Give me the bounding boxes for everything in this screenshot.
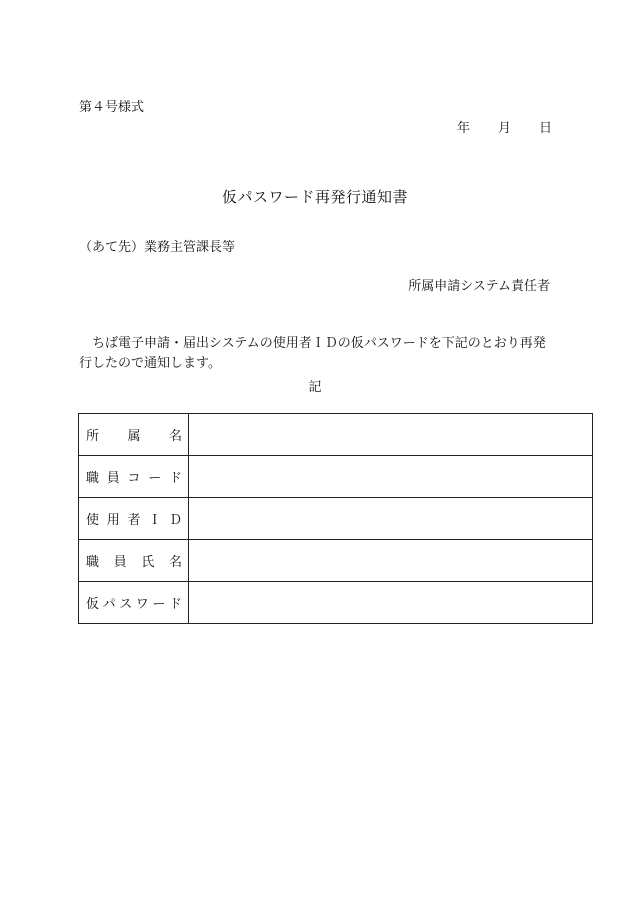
date-month: 月	[498, 121, 512, 136]
label-char: コ	[127, 471, 141, 486]
sender: 所属申請システム責任者	[408, 279, 550, 294]
row-label-text	[79, 509, 188, 528]
row-label	[79, 456, 189, 498]
label-char: 者	[127, 513, 141, 528]
row-value[interactable]	[189, 414, 593, 456]
row-label-text	[79, 467, 188, 486]
label-char: 名	[168, 555, 182, 570]
row-label-text	[79, 593, 188, 612]
row-label	[79, 540, 189, 582]
body-text: ちば電子申請・届出システムの使用者ＩＤの仮パスワードを下記のとおり再発行したので通知します。	[79, 336, 546, 371]
row-label	[79, 498, 189, 540]
label-char: 職	[86, 555, 100, 570]
row-value[interactable]	[189, 582, 593, 624]
label-char: 属	[127, 429, 141, 444]
row-value[interactable]	[189, 498, 593, 540]
label-char: 職	[86, 471, 100, 486]
date-day: 日	[539, 121, 553, 136]
label-char: ド	[168, 471, 182, 486]
label-char: Ｉ	[148, 513, 162, 528]
row-label-text	[79, 425, 188, 444]
info-table	[78, 413, 593, 624]
label-char: 仮	[86, 597, 100, 612]
label-char: ー	[152, 597, 166, 612]
table-row	[79, 498, 593, 540]
label-char: ド	[168, 597, 182, 612]
table-row	[79, 540, 593, 582]
date-line	[457, 117, 552, 136]
row-value[interactable]	[189, 540, 593, 582]
table-row	[79, 582, 593, 624]
form-number: 第４号様式	[79, 100, 145, 115]
label-char: Ｄ	[168, 513, 182, 528]
label-char: パ	[102, 597, 116, 612]
label-char: 使	[86, 513, 100, 528]
label-char: 員	[113, 555, 127, 570]
addressee: （あて先）業務主管課長等	[79, 240, 236, 255]
label-char: 用	[106, 513, 120, 528]
row-label-text	[79, 551, 188, 570]
document-title: 仮パスワード再発行通知書	[221, 188, 408, 206]
label-char: 氏	[141, 555, 155, 570]
label-char: 所	[86, 429, 100, 444]
label-char: ス	[119, 597, 133, 612]
row-label	[79, 582, 189, 624]
ki-heading: 記	[308, 380, 322, 395]
label-char: ワ	[135, 597, 149, 612]
label-char: 名	[168, 429, 182, 444]
row-label	[79, 414, 189, 456]
date-year: 年	[457, 121, 471, 136]
label-char: ー	[148, 471, 162, 486]
label-char: 員	[106, 471, 120, 486]
row-value[interactable]	[189, 456, 593, 498]
table-row	[79, 456, 593, 498]
table-row	[79, 414, 593, 456]
